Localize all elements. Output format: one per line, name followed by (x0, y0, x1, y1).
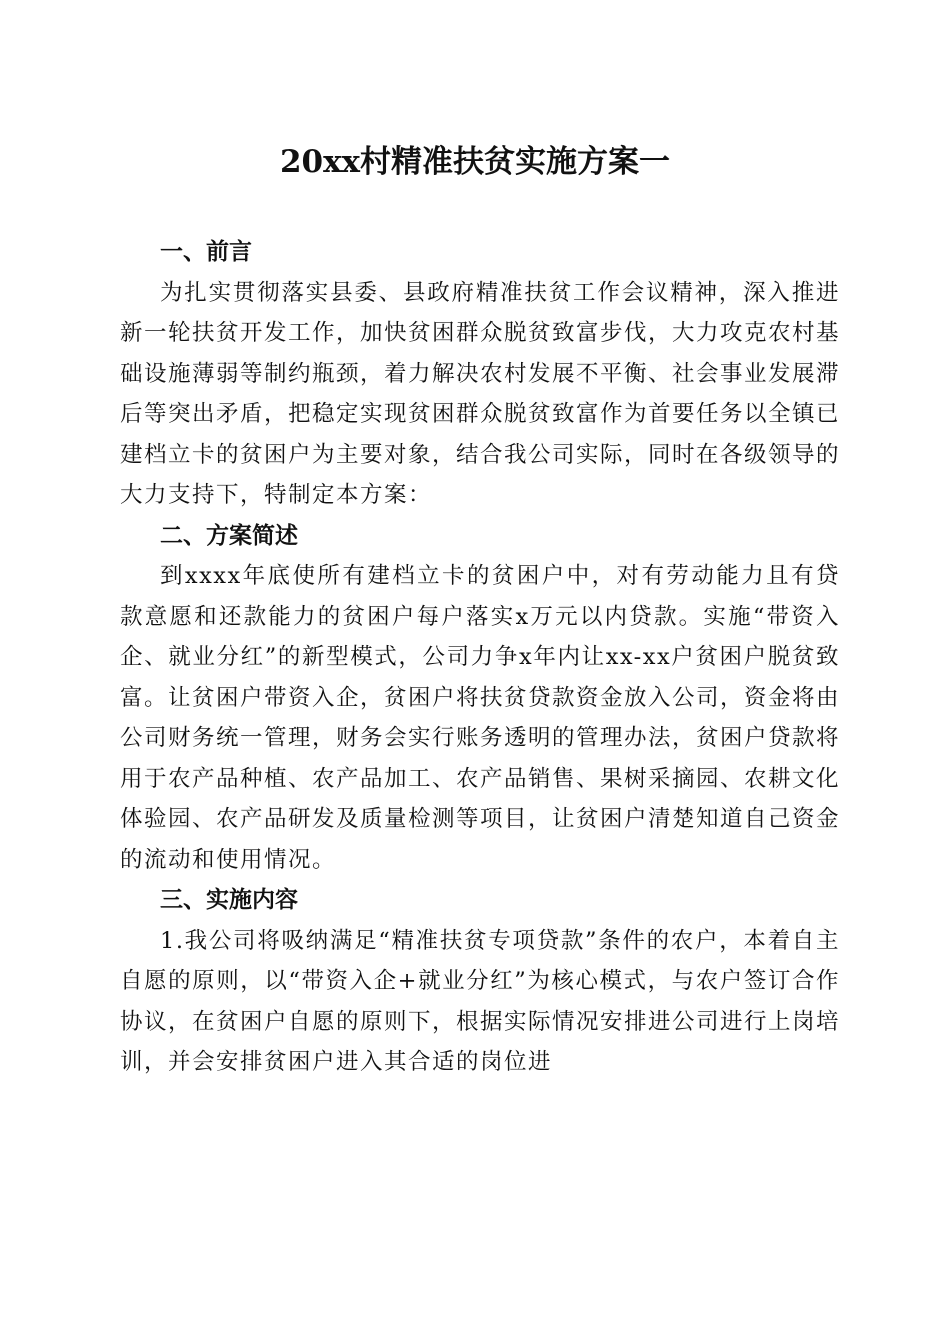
section-paragraph: 到xxxx年底使所有建档立卡的贫困户中，对有劳动能力且有贷款意愿和还款能力的贫困户每户落实x万元以内贷款。实施“带资入企、就业分红”的新型模式，公司力争x年内让xx-xx户贫困户脱贫致富。让贫困户带资入企，贫困户将扶贫贷款资金放入公司，资金将由公司财务统一管理，财务会实行账务透明的管理办法，贫困户贷款将用于农产品种植、农产品加工、农产品销售、果树采摘园、农耕文化体验园、农产品研发及质量检测等项目，让贫困户清楚知道自己资金的流动和使用情况。 (120, 563, 841, 873)
section-heading: 二、方案简述 (160, 522, 298, 549)
section-heading: 三、实施内容 (160, 887, 298, 913)
section-paragraph: 为扎实贯彻落实县委、县政府精准扶贫工作会议精神，深入推进新一轮扶贫开发工作，加快贫困群众脱贫致富步伐，大力攻克农村基础设施薄弱等制约瓶颈，着力解决农村发展不平衡、社会事业发展滞后等突出矛盾，把稳定实现贫困群众脱贫致富作为首要任务以全镇已建档立卡的贫困户为主要对象，结合我公司实际，同时在各级领导的大力支持下，特制定本方案： (120, 279, 841, 508)
section-paragraph: 1.我公司将吸纳满足“精准扶贫专项贷款”条件的农户，本着自主自愿的原则，以“带资入企+就业分红”为核心模式，与农户签订合作协议，在贫困户自愿的原则下，根据实际情况安排进公司进行上岗培训，并会安排贫困户进入其合适的岗位进 (120, 927, 841, 1075)
document-body (120, 232, 840, 1083)
section-implementation (120, 880, 840, 1083)
section-overview (120, 516, 840, 881)
section-heading: 一、前言 (160, 239, 252, 265)
document-title: 20xx村精准扶贫实施方案一 (279, 144, 671, 180)
section-preface (120, 232, 840, 516)
